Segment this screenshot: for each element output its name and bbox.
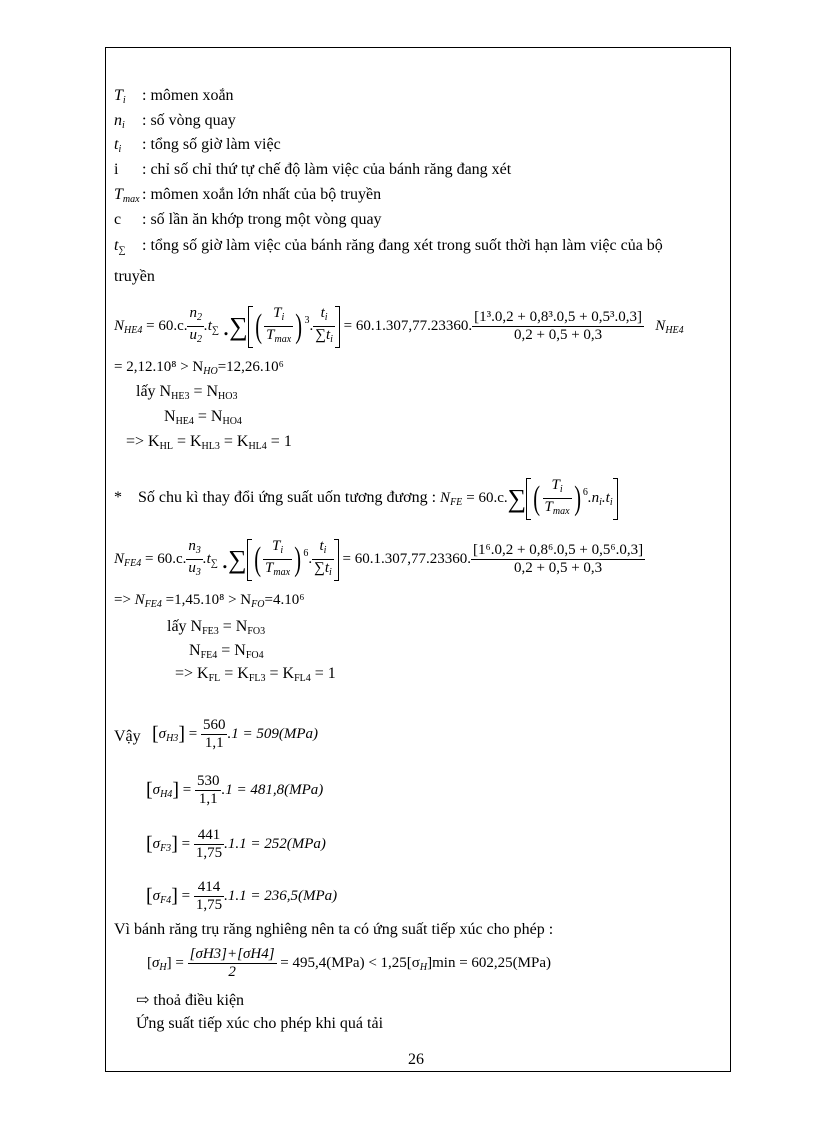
stress-denominator: 1,75: [195, 845, 223, 861]
definition-subscript: i: [118, 144, 122, 155]
khl-line: => $K_{HL} = K_{HL3} = K_{HL4} = 1$: [126, 433, 292, 452]
definition-symbol: n: [114, 112, 122, 129]
nhe4-equals-nho4: $N_{HE4} = N_{HO4}$: [164, 408, 242, 427]
sigma-h-formula: $[\sigma_H]$ = $\frac{[\sigma H3]+[\sigma H4]}{2}$ = $495,4(MPa) < 1,25[\sigma_H]\min = 602,25(MPa)$: [147, 946, 551, 980]
definition-symbol: i: [114, 161, 119, 178]
definition-row: [114, 135, 281, 159]
definition-symbol: T: [114, 186, 123, 203]
stress-numerator: 441: [194, 827, 224, 845]
definition-row: [114, 160, 511, 184]
definition-text: : mômen xoắn lớn nhất của bộ truyền: [142, 186, 382, 203]
definition-text: : tổng số giờ làm việc của bánh răng đang xét trong suốt thời hạn làm việc của bộ: [142, 237, 663, 254]
definition-row: [114, 185, 381, 209]
stress-subscript: F4: [160, 894, 172, 906]
lay-nhe3-line: lấy $N_{HE3} = N_{HO3}$: [136, 383, 238, 402]
nfe4-equals-nfo4: $N_{FE4} = N_{FO4}$: [189, 642, 264, 661]
definition-text: : chỉ số chỉ thứ tự chế độ làm việc của bánh răng đang xét: [142, 161, 512, 178]
overload-text: Ứng suất tiếp xúc cho phép khi quá tải: [136, 1015, 384, 1032]
definition-subscript: i: [122, 95, 126, 106]
definition-symbol: c: [114, 211, 122, 228]
definition-subscript: ∑: [118, 245, 126, 256]
lay-nfe3-line: lấy $N_{FE3} = N_{FO3}$: [167, 618, 266, 637]
definition-row: [114, 236, 663, 260]
nfe4-result: => $N_{FE4} =1,45.10^8 > N_{FO}=4.10^6$: [114, 592, 305, 610]
satisfied-line: ⇨ thoả điều kiện: [136, 992, 245, 1009]
definition-row: [114, 210, 382, 234]
definition-text: : số lần ăn khớp trong một vòng quay: [142, 211, 382, 228]
stress-subscript: F3: [160, 842, 172, 854]
definition-row: [114, 86, 234, 110]
stress-denominator: 1,75: [195, 897, 223, 913]
stress-numerator: 530: [196, 773, 220, 789]
stress-row: $[\sigma_{F3}]$ = $\frac{441}{1,75}$ .1.1 = 252(MPa): [146, 827, 326, 861]
stress-row: $[\sigma_{H3}]$ = $\frac{560}{1,1}$ .1 = 509(MPa): [152, 717, 318, 751]
definition-symbol: T: [114, 87, 123, 104]
stress-row: $[\sigma_{F4}]$ = $\frac{414}{1,75}$ .1.1 = 236,5(MPa): [146, 879, 338, 913]
arrow-right-icon: ⇨: [136, 992, 150, 1009]
stress-result: .1 = 509(MPa): [227, 725, 318, 742]
nfe4-formula: $N_{FE4} = 60.c$. $\frac{n_3}{u_3}$ $.t_\sum$ .∑ ( $\frac{T_i}{T_{max}}$ ) $^6$. $\frac{t_i}{\sum t_i}$ = 60.1.307,77.23360. $\frac{\text{[1⁶.0,2 + 0,8⁶.0,5 + 0,5⁶.0,3]}}{0,2 + 0,5 + 0,3}$: [114, 538, 645, 581]
definition-subscript: i: [122, 120, 125, 131]
nhe4-formula: $N_{HE4} = 60.c$. $\frac{n_2}{u_2}$ $.t_\sum$ .∑ ( $\frac{T_i}{T_{max}}$ ) $^3$. $\frac{t_i}{\sum t_i}$ = 60.1.307,77.23360. $\frac{\text{[1³.0,2 + 0,8³.0,5 + 0,5³.0,3]}}{0,2 + 0,5 + 0,3}$ $N_{HE4}$: [114, 305, 684, 348]
definition-text: : tổng số giờ làm việc: [142, 136, 281, 153]
stress-result: .1.1 = 236,5(MPa): [224, 887, 338, 904]
stress-denominator: 1,1: [204, 735, 224, 751]
stress-subscript: H3: [166, 732, 179, 744]
definition-continuation: truyền: [114, 268, 155, 285]
definition-text: : số vòng quay: [142, 112, 236, 129]
nhe4-result: = $2,12.10^8 > N_{HO}=12,26.10^6$: [114, 359, 284, 377]
stress-numerator: 560: [202, 717, 226, 733]
stress-row: $[\sigma_{H4}]$ = $\frac{530}{1,1}$ .1 = 481,8(MPa): [146, 773, 324, 807]
definition-symbol: t: [114, 136, 119, 153]
page-number: 26: [408, 1051, 424, 1068]
stress-subscript: H4: [160, 788, 173, 800]
kfl-line: => $K_{FL} = K_{FL3} = K_{FL4} = 1$: [175, 665, 336, 684]
definition-symbol: t: [114, 237, 119, 254]
stress-result: .1 = 481,8(MPa): [221, 781, 324, 798]
stress-result: .1.1 = 252(MPa): [224, 835, 326, 852]
definition-text: : mômen xoắn: [142, 87, 234, 104]
definition-row: [114, 111, 236, 135]
stress-denominator: 1,1: [198, 791, 218, 807]
vay-label: Vậy: [114, 728, 141, 745]
helical-text: Vì bánh răng trụ răng nghiêng nên ta có ứng suất tiếp xúc cho phép :: [114, 921, 554, 938]
stress-numerator: 414: [194, 879, 224, 897]
cycle-count-line: * Số chu kì thay đổi ứng suất uốn tương đương : $N_{FE} = 60.c.\sum$ ( $\frac{T_i}{T_{max}}$ ) $^6.n_i.t_i$: [114, 477, 618, 520]
definition-subscript: max: [122, 194, 140, 205]
